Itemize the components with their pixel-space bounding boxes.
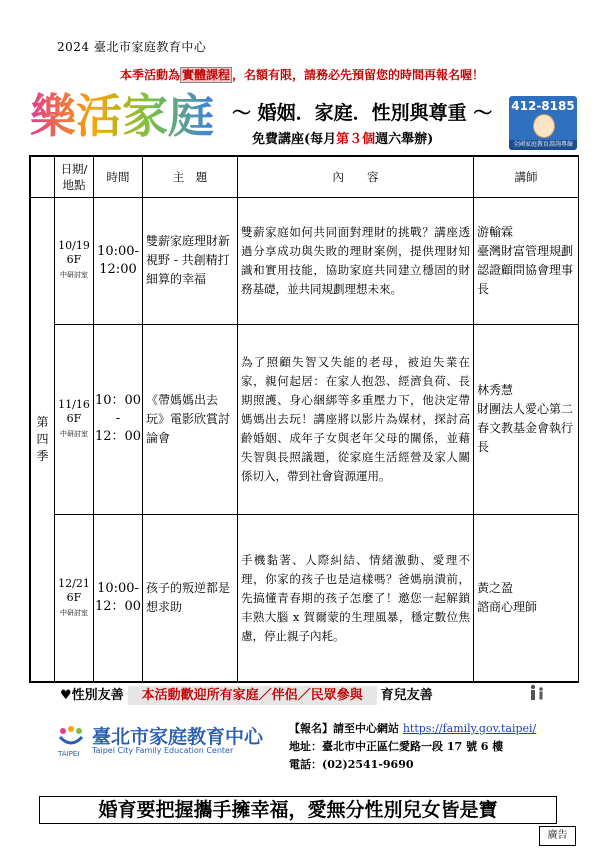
center-name: 臺北市家庭教育中心 [92,726,264,748]
free-lecture-line [252,128,433,147]
table-row [31,324,579,515]
header-speaker: 講師 [474,157,579,198]
center-name-english: Taipei City Family Education Center [92,746,234,755]
content-cell: 手機黏著、人際糾結、情緒激動、愛理不理，你家的孩子也是這樣嗎？爸媽崩潰前，先搞懂青春期的孩子怎麼了！邀您一起解鎖丰熟大腦 x 賀爾蒙的生理風暴，穩定數位焦慮，停止親子內耗。 [238,515,474,682]
signup-link[interactable]: https://family.gov.taipei/ [402,722,537,735]
hotline-bar: 全國家庭教育諮詢專線 [509,140,577,150]
free-pre: 免費講座(每月 [252,132,337,147]
event-subtitle: ～ 婚姻．家庭．性別與尊重 ～ [232,102,493,124]
signup-label: 【報名】請至中心網站 [289,722,399,735]
contact-info [289,720,536,774]
table-header-row [31,157,579,198]
phone: 電話：(02)2541-9690 [289,758,414,771]
speaker-name: 游輸霖 [477,224,514,239]
time-cell: 10:00- 12：00 [94,515,143,682]
gender-friendly-label: ♥性別友善 [60,688,124,703]
header-content: 內 容 [238,157,474,198]
season-cell: 第 四 季 [31,198,55,682]
speaker-cell [474,324,579,515]
org-line: 2024 臺北市家庭教育中心 [57,40,207,54]
free-post: 週六舉辦) [375,132,434,147]
content-cell: 為了照顧失智又失能的老母，被迫失業在家，親何起居：在家人抱怨、經濟負荷、長期照護、身心綑綁等多重壓力下，他決定帶媽媽出去玩！講座將以影片為媒材，探討高齡婚姻、成年子女與老年父母的關係，並藉失智與長照議題，從家庭生活經營及家人關係切入，帶到社會資源運用。 [238,324,474,515]
notice-pre: 本季活動為 [120,68,181,82]
speaker-name: 林秀慧 [477,383,514,398]
speaker-cell [474,515,579,682]
event-logo [28,86,223,146]
table-row [31,515,579,682]
parenting-friendly-label: 育兒友善 [380,688,433,703]
logo-text: 樂活家庭 [30,89,214,143]
header-blank [31,157,55,198]
date-cell: 10/19 6F 中研討室 [55,198,94,324]
table-row [31,198,579,324]
speaker-title: 財團法人愛心第二春文教基金會執行長 [477,402,574,455]
ad-label: 廣告 [539,826,576,846]
date-cell: 12/21 6F 中研討室 [55,515,94,682]
time-cell: 10：00 - 12：00 [94,324,143,515]
slogan-box: 婚育要把握攜手擁幸福，愛無分性別兒女皆是寶 [39,796,557,824]
topic-cell: 孩子的叛逆都是想求助 [143,515,238,682]
friendly-banner [60,684,560,706]
speaker-title: 臺灣財富管理規劃認證顧問協會理事長 [477,243,574,296]
hotline-number: 412-8185 [511,99,575,113]
schedule-table [29,155,579,683]
speaker-name: 黃之盈 [477,581,514,596]
header-date: 日期/ 地點 [55,157,94,198]
time-cell: 10:00- 12:00 [94,198,143,324]
center-logo-icon [57,725,85,749]
header-time: 時間 [94,157,143,198]
notice-banner [120,66,484,83]
notice-highlight: 實體課程 [182,68,231,82]
speaker-cell [474,198,579,324]
content-cell: 雙薪家庭如何共同面對理財的挑戰？講座透過分享成功與失敗的理財案例，提供理財知識和實用技能，協助家庭共同建立穩固的財務基礎，並共同規劃理想未來。 [238,198,474,324]
address: 地址：臺北市中正區仁愛路一段 17 號 6 樓 [289,740,504,753]
hotline-badge [509,96,577,150]
taipei-label: TAIPEI [58,750,80,758]
header-topic: 主 題 [143,157,238,198]
family-icon [528,683,546,701]
welcome-message: 本活動歡迎所有家庭／伴侶／民眾參與 [128,686,377,705]
notice-post: ，名額有限，請務必先預留您的時間再報名喔！ [232,68,485,82]
free-highlight: 第３個 [336,132,376,147]
date-cell: 11/16 6F 中研討室 [55,324,94,515]
topic-cell: 《帶媽媽出去玩》電影欣賞討論會 [143,324,238,515]
speaker-title: 諮商心理師 [477,600,538,615]
child-illustration-icon [533,114,555,138]
topic-cell: 雙薪家庭理財新視野 - 共創精打細算的幸福 [143,198,238,324]
